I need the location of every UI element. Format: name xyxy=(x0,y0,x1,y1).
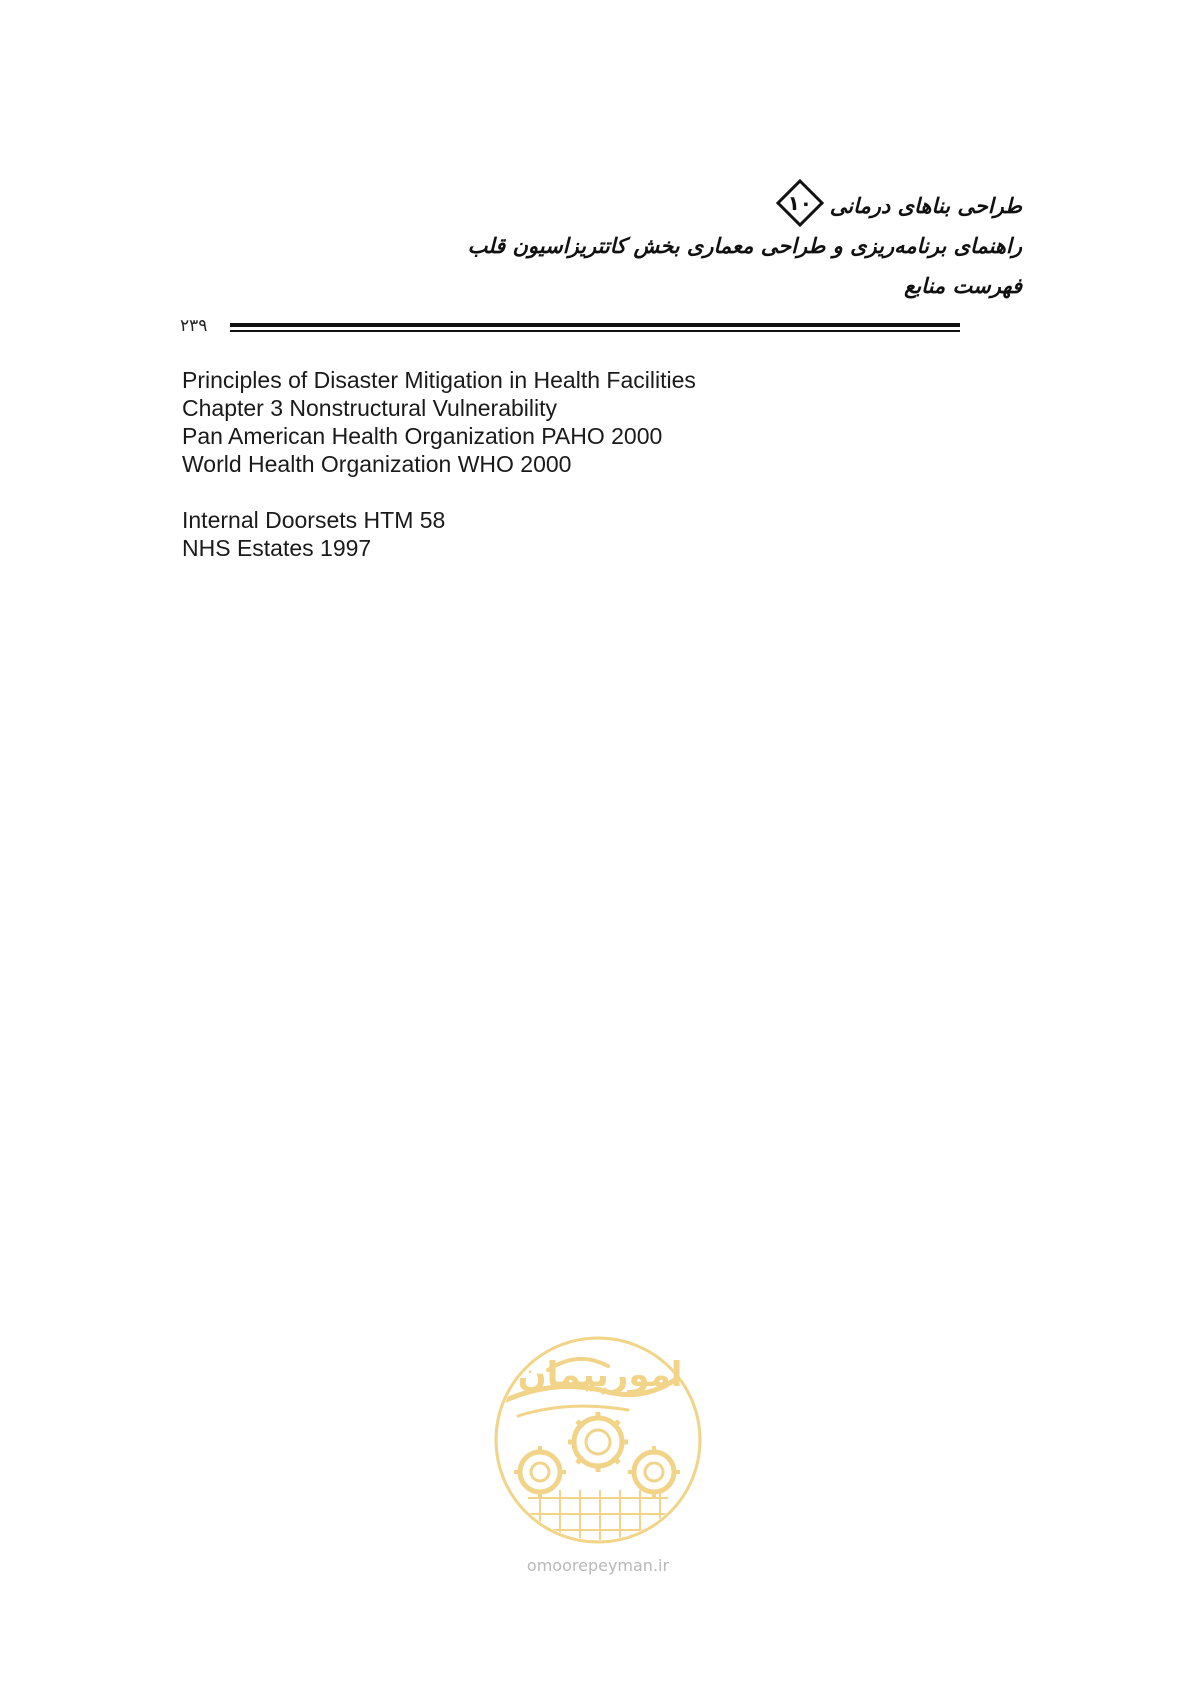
reference-line: Pan American Health Organization PAHO 2000 xyxy=(182,423,663,449)
page-header xyxy=(262,186,1022,306)
watermark-logo-icon xyxy=(488,1330,708,1550)
reference-entry xyxy=(182,506,982,562)
reference-line: NHS Estates 1997 xyxy=(182,535,372,561)
page-number: ۲۳۹ xyxy=(180,316,208,336)
book-title: راهنمای برنامه‌ریزی و طراحی معماری بخش کاتتریزاسیون قلب xyxy=(467,234,1022,258)
rule-thin xyxy=(230,330,960,332)
reference-entry xyxy=(182,366,982,478)
reference-line: Principles of Disaster Mitigation in Health Facilities xyxy=(182,367,696,393)
series-title-row xyxy=(262,186,1022,226)
series-title: طراحی بناهای درمانی xyxy=(829,194,1022,218)
rule-thick xyxy=(230,323,960,327)
series-number: ۱۰ xyxy=(787,191,812,215)
reference-line: World Health Organization WHO 2000 xyxy=(182,451,572,477)
watermark xyxy=(488,1330,708,1580)
watermark-logo-text: امورپیمان xyxy=(517,1355,683,1395)
header-rule xyxy=(180,316,960,336)
reference-line: Chapter 3 Nonstructural Vulnerability xyxy=(182,395,557,421)
series-number-badge xyxy=(776,179,824,227)
section-title: فهرست منابع xyxy=(904,274,1022,298)
reference-list xyxy=(182,366,982,590)
watermark-caption: omoorepeyman.ir xyxy=(526,1556,670,1575)
reference-line: Internal Doorsets HTM 58 xyxy=(182,507,446,533)
